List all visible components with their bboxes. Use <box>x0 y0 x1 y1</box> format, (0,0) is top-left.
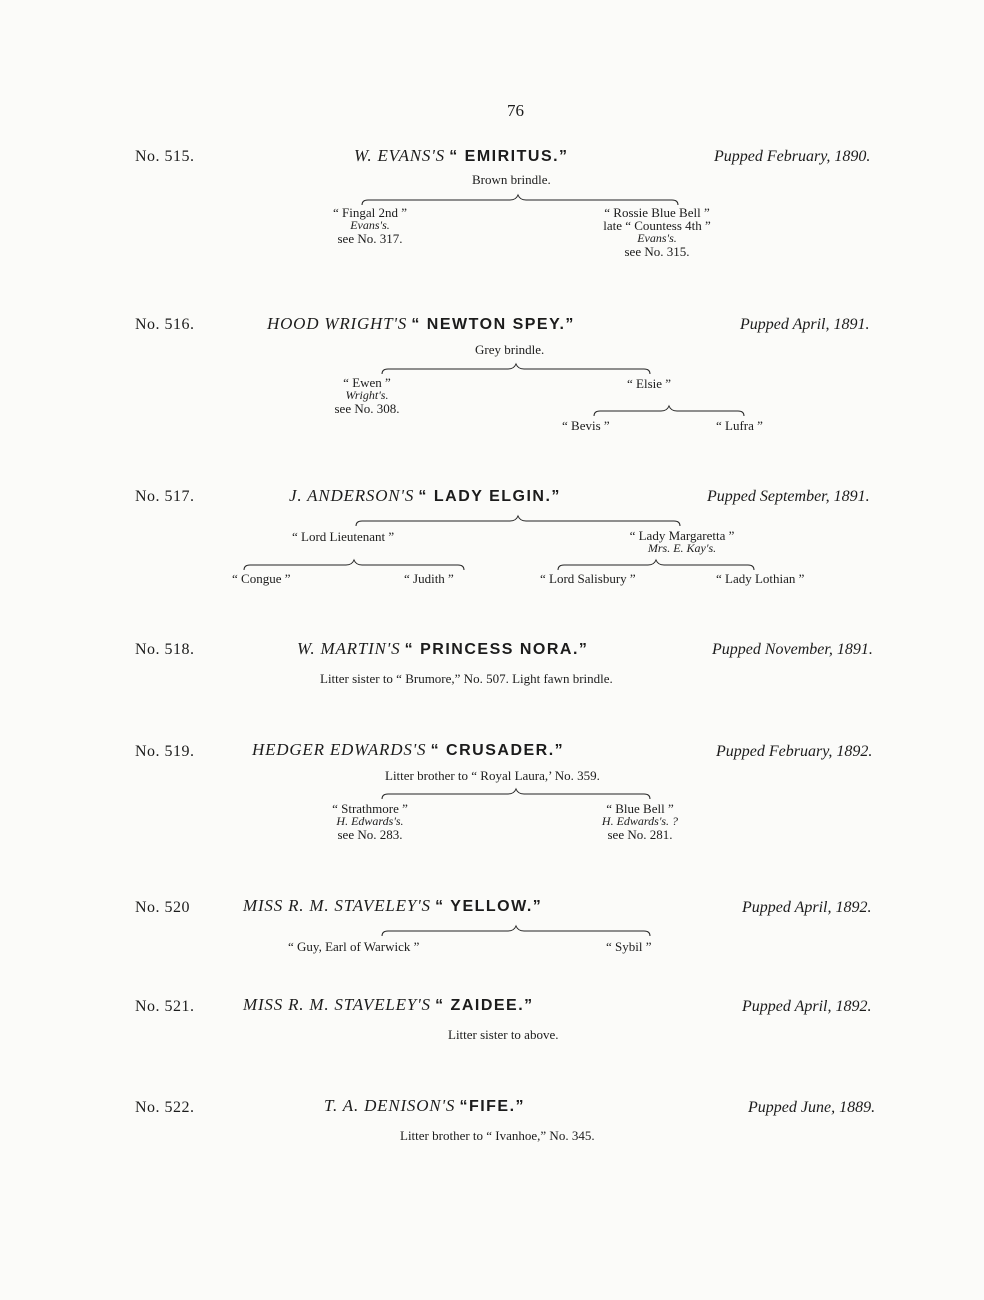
dog-name: “ PRINCESS NORA.” <box>404 641 589 658</box>
owner-name: W. EVANS'S <box>354 146 445 165</box>
dog-name: “ LADY ELGIN.” <box>418 488 561 505</box>
pupped-date: Pupped April, 1892. <box>742 998 872 1015</box>
entry-description: Grey brindle. <box>475 342 545 357</box>
sire-ref: see No. 308. <box>334 401 400 416</box>
dam-name: “ Rossie Blue Bell ” <box>604 205 710 220</box>
sire-name: “ Strathmore ” <box>332 801 408 816</box>
dam-name: “ Blue Bell ” <box>606 801 674 816</box>
owner-name: MISS R. M. STAVELEY'S <box>243 896 431 915</box>
dam-ref: see No. 315. <box>624 244 690 259</box>
granddam-dam: “ Lady Lothian ” <box>716 571 805 586</box>
dam-name: “ Elsie ” <box>627 376 672 391</box>
sire-ref: see No. 283. <box>337 827 403 842</box>
entry-title <box>243 896 542 916</box>
sire-owner: Evans's. <box>350 218 390 232</box>
dam-name: “ Sybil ” <box>606 939 652 954</box>
entry-number: No. 518. <box>135 641 195 658</box>
entry-number: No. 522. <box>135 1099 195 1116</box>
dog-name: “ EMIRITUS.” <box>449 148 569 165</box>
pupped-date: Pupped April, 1891. <box>740 316 870 333</box>
entry-number: No. 521. <box>135 998 195 1015</box>
granddam-sire: “ Lord Salisbury ” <box>540 571 636 586</box>
owner-name: T. A. DENISON'S <box>324 1096 456 1115</box>
owner-name: HOOD WRIGHT'S <box>267 314 408 333</box>
entry-number: No. 516. <box>135 316 195 333</box>
entry-title <box>267 314 575 334</box>
entry-description: Brown brindle. <box>472 172 551 187</box>
owner-name: HEDGER EDWARDS'S <box>252 740 427 759</box>
pupped-date: Pupped June, 1889. <box>748 1099 876 1116</box>
entry-number: No. 515. <box>135 148 195 165</box>
sire-block <box>330 802 410 841</box>
dam-name: “ Lady Margaretta ” <box>629 528 735 543</box>
owner-name: MISS R. M. STAVELEY'S <box>243 995 431 1014</box>
dam-alias: late “ Countess 4th ” <box>603 218 711 233</box>
sire-name: “ Ewen ” <box>343 375 391 390</box>
dam-owner: Evans's. <box>637 231 677 245</box>
pedigree-brace <box>354 514 682 528</box>
pupped-date: Pupped April, 1892. <box>742 899 872 916</box>
dog-name: “ CRUSADER.” <box>430 742 565 759</box>
dam-block <box>585 802 695 841</box>
dam-parents-brace <box>556 558 756 572</box>
dog-name: “FIFE.” <box>459 1098 526 1115</box>
sire-name: “ Lord Lieutenant ” <box>292 529 395 544</box>
dam-owner: Mrs. E. Kay's. <box>647 541 717 555</box>
owner-name: J. ANDERSON'S <box>289 486 415 505</box>
pupped-date: Pupped February, 1892. <box>716 743 873 760</box>
pupped-date: Pupped February, 1890. <box>714 148 871 165</box>
entry-description: Litter brother to “ Royal Laura,’ No. 359. <box>385 768 600 783</box>
sire-name: “ Guy, Earl of Warwick ” <box>288 939 420 954</box>
entry-description: Litter sister to above. <box>448 1027 559 1042</box>
grandsire-dam: “ Judith ” <box>404 571 454 586</box>
dog-name: “ NEWTON SPEY.” <box>411 316 575 333</box>
sire-parents-brace <box>242 558 466 572</box>
entry-title <box>354 146 569 166</box>
entry-description: Litter brother to “ Ivanhoe,” No. 345. <box>400 1128 595 1143</box>
owner-name: W. MARTIN'S <box>297 639 401 658</box>
entry-description: Litter sister to “ Brumore,” No. 507. Light fawn brindle. <box>320 671 613 686</box>
grandparent-brace <box>592 404 746 418</box>
sire-block <box>327 376 407 415</box>
entry-title <box>243 995 534 1015</box>
dam-block <box>612 529 752 555</box>
pedigree-brace <box>380 362 652 376</box>
entry-title <box>289 486 561 506</box>
granddam-sire: “ Bevis ” <box>562 418 610 433</box>
pedigree-brace <box>380 924 652 938</box>
dam-ref: see No. 281. <box>607 827 673 842</box>
entry-number: No. 519. <box>135 743 195 760</box>
granddam-dam: “ Lufra ” <box>716 418 763 433</box>
dam-block <box>582 206 732 258</box>
page-number: 76 <box>507 101 524 120</box>
dog-name: “ ZAIDEE.” <box>435 997 534 1014</box>
entry-title <box>297 639 588 659</box>
dam-owner: H. Edwards's. ? <box>601 814 679 828</box>
sire-ref: see No. 317. <box>337 231 403 246</box>
entry-title <box>252 740 564 760</box>
sire-owner: H. Edwards's. <box>336 814 404 828</box>
sire-name: “ Fingal 2nd ” <box>332 205 407 220</box>
sire-block <box>320 206 420 245</box>
dog-name: “ YELLOW.” <box>435 898 543 915</box>
sire-owner: Wright's. <box>345 388 389 402</box>
pupped-date: Pupped November, 1891. <box>712 641 873 658</box>
pupped-date: Pupped September, 1891. <box>707 488 870 505</box>
pedigree-brace <box>380 787 652 801</box>
grandsire-sire: “ Congue ” <box>232 571 291 586</box>
entry-title <box>324 1096 525 1116</box>
entry-number: No. 517. <box>135 488 195 505</box>
entry-number: No. 520 <box>135 899 191 916</box>
